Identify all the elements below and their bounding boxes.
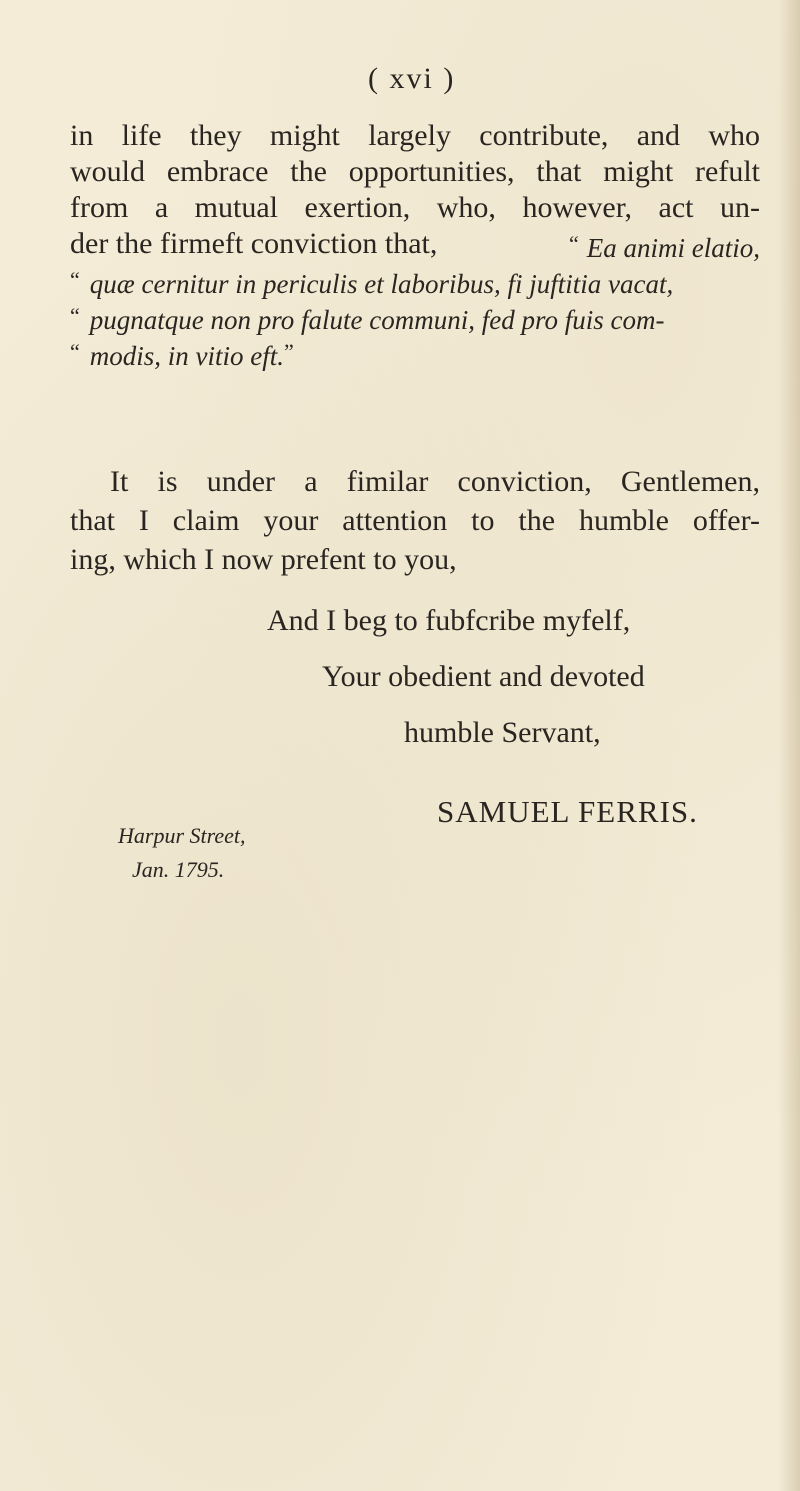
- paragraph-2-line-1: It is under a fimilar conviction, Gentlemen,: [110, 465, 760, 498]
- open-quote: “: [70, 303, 80, 328]
- close-quote: ”: [284, 339, 294, 364]
- closing-line-2: Your obedient and devoted: [322, 660, 645, 693]
- latin-quote-line-5: quæ cernitur in periculis et laboribus, fi juftitia vacat,: [89, 269, 674, 299]
- paragraph-1-line-5: [70, 262, 760, 302]
- closing-line-3: humble Servant,: [404, 716, 601, 749]
- paragraph-1-line-4: [70, 226, 760, 266]
- date-line: Jan. 1795.: [132, 857, 225, 882]
- open-quote: “: [70, 339, 80, 364]
- paragraph-2-line-2: that I claim your attention to the humble offer-: [70, 504, 760, 537]
- latin-quote-end: modis, in vitio eft.: [89, 341, 284, 371]
- paragraph-1-line-4-plain: der the firmeft conviction that,: [70, 227, 438, 260]
- closing-line-1: And I beg to fubfcribe myfelf,: [267, 604, 631, 637]
- page-number-header: ( xvi ): [368, 62, 456, 95]
- paragraph-2-line-3: ing, which I now prefent to you,: [70, 543, 457, 576]
- paragraph-1-line-2: would embrace the opportunities, that might refult: [70, 155, 760, 188]
- paragraph-1-line-3: from a mutual exertion, who, however, act un-: [70, 191, 760, 224]
- latin-quote-line-6: pugnatque non pro falute communi, fed pro fuis com-: [89, 305, 665, 335]
- open-quote: “: [70, 267, 80, 292]
- paragraph-1-line-6: [70, 298, 760, 338]
- place-line: Harpur Street,: [118, 823, 246, 848]
- paragraph-1-line-1: in life they might largely contribute, and who: [70, 119, 760, 152]
- open-quote: “: [569, 231, 579, 256]
- page-edge-shadow: [778, 0, 800, 1491]
- paragraph-1-line-7: [70, 334, 294, 374]
- signature: SAMUEL FERRIS.: [437, 794, 698, 829]
- latin-quote-start: Ea animi elatio,: [586, 233, 760, 263]
